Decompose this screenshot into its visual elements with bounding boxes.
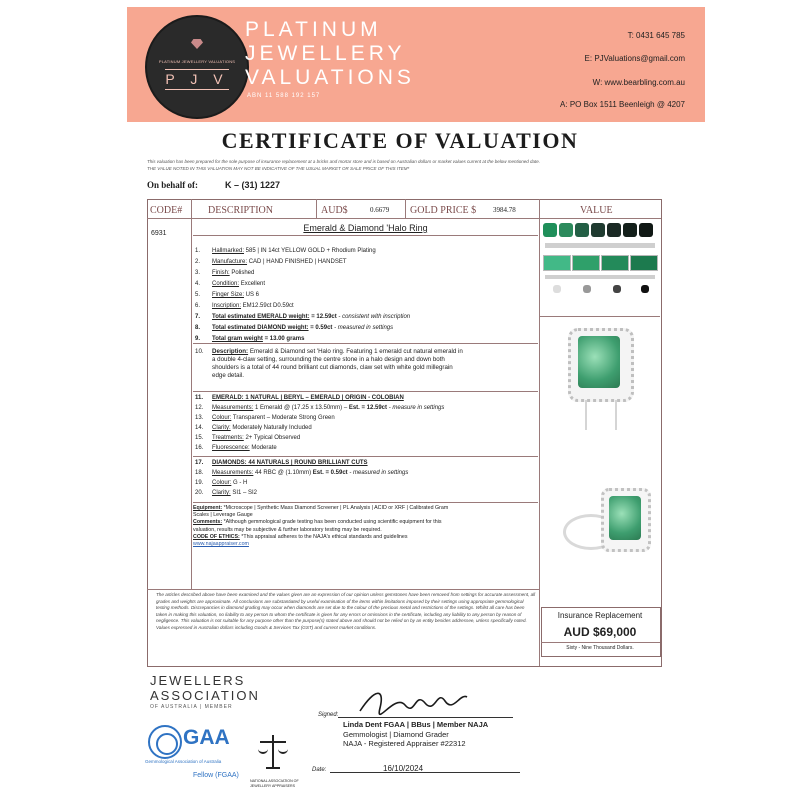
spec-item: 16. Fluorescence: Moderate bbox=[195, 445, 277, 451]
spec-item: 8. Total estimated DIAMOND weight: = 0.59ct - measured in settings bbox=[195, 325, 394, 331]
contact-email[interactable]: E: PJValuations@gmail.com bbox=[584, 54, 685, 63]
spec-item: 5. Finger Size: US 6 bbox=[195, 292, 260, 298]
spec-item: 18. Measurements: 44 RBC @ (1.10mm) Est. = 0.59ct - measured in settings bbox=[195, 470, 409, 476]
table-column-divider bbox=[316, 199, 317, 218]
insurance-label: Insurance Replacement bbox=[557, 611, 643, 620]
emerald-chip bbox=[543, 255, 571, 271]
spec-item: 15. Treatments: 2+ Typical Observed bbox=[195, 435, 301, 441]
equipment-block bbox=[193, 505, 538, 548]
globe-icon bbox=[148, 725, 182, 759]
contact-web[interactable]: W: www.bearbling.com.au bbox=[592, 78, 685, 87]
naja-link[interactable]: www.najaappraiser.com bbox=[193, 541, 249, 548]
table-column-divider bbox=[539, 199, 540, 666]
colour-swatch bbox=[575, 223, 589, 237]
equipment-line: Equipment: *Microscope | Synthetic Mass Diamond Screener | PL Analysis | ACID or XRF | Calibrated Gram bbox=[193, 505, 449, 511]
spec-item: 17. DIAMONDS: 44 NATURALS | ROUND BRILLIANT CUTS bbox=[195, 460, 368, 466]
spec-item: 4. Condition: Excellent bbox=[195, 281, 266, 287]
header-description: DESCRIPTION bbox=[208, 205, 274, 216]
naja-logo-line-2: JEWELLERY APPRAISERS bbox=[250, 784, 296, 788]
table-column-divider bbox=[191, 199, 192, 589]
section-divider bbox=[193, 391, 538, 392]
logo-divider bbox=[165, 69, 229, 70]
spec-item: 2. Manufacture: CAD | HAND FINISHED | HANDSET bbox=[195, 259, 347, 265]
equipment-line: Scales | Leverage Gauge bbox=[193, 512, 253, 519]
disclaimer-line-2: THE VALUE NOTED IN THIS VALUATION MAY NOT BE INDICATIVE OF THE USUAL MARKET OR SALE PRICE OF THIS ITEM* bbox=[147, 166, 410, 171]
contact-address: A: PO Box 1511 Beenleigh @ 4207 bbox=[560, 100, 685, 109]
ring-title: Emerald & Diamond 'Halo Ring bbox=[303, 223, 428, 233]
header-value: VALUE bbox=[580, 205, 613, 216]
appraiser-name: Linda Dent FGAA | BBus | Member NAJA bbox=[343, 720, 489, 729]
spec-item: 9. Total gram weight = 13.00 grams bbox=[195, 336, 305, 342]
emerald-chip bbox=[601, 255, 629, 271]
spec-item: 3. Finish: Polished bbox=[195, 270, 255, 276]
spec-item: 6. Inscription: EM12.59ct D0.59ct bbox=[195, 303, 294, 309]
spec-item: 20. Clarity: SI1 – SI2 bbox=[195, 490, 258, 496]
emerald-stone bbox=[578, 336, 620, 388]
title-underline bbox=[193, 235, 538, 236]
colour-swatch bbox=[639, 223, 653, 237]
on-behalf-label: On behalf of: bbox=[147, 180, 199, 190]
ethics-line: CODE OF ETHICS: *This appraisal adheres to the NAJA's ethical standards and guidelines bbox=[193, 533, 408, 540]
spec-item: 11. EMERALD: 1 NATURAL | BERYL – EMERALD | ORIGIN - COLOBIAN bbox=[195, 395, 404, 401]
colour-grade-chart bbox=[541, 219, 659, 314]
emerald-chip bbox=[572, 255, 600, 271]
grade-scale-bar bbox=[545, 243, 655, 248]
header-gold-price: GOLD PRICE $ bbox=[410, 205, 477, 216]
certificate-title: CERTIFICATE OF VALUATION bbox=[221, 128, 579, 153]
comments-line: valuation, results may be subjective & further laboratory testing may be required. bbox=[193, 526, 382, 533]
item-code: 6931 bbox=[151, 230, 167, 237]
date-label: Date: bbox=[312, 767, 327, 773]
spec-list bbox=[195, 248, 535, 343]
spec-item: 7. Total estimated EMERALD weight: = 12.59ct - consistent with inscription bbox=[195, 314, 411, 320]
abn-number: ABN 11 588 192 157 bbox=[247, 93, 321, 99]
signed-label: Signed: bbox=[318, 712, 339, 718]
appraiser-role: Gemmologist | Diamond Grader bbox=[343, 729, 449, 739]
section-divider bbox=[193, 502, 538, 503]
clarity-swatch bbox=[613, 285, 621, 293]
date-line bbox=[330, 772, 520, 773]
grade-scale-bar bbox=[545, 275, 655, 279]
emerald-chip bbox=[630, 255, 658, 271]
clarity-swatch bbox=[641, 285, 649, 293]
company-logo bbox=[145, 15, 249, 119]
emerald-stone bbox=[609, 496, 641, 540]
spec-item: 14. Clarity: Moderately Naturally Included bbox=[195, 425, 312, 431]
insurance-divider bbox=[541, 642, 660, 643]
clarity-swatch bbox=[553, 285, 561, 293]
gaa-subtitle: Gemmological Association of Australia bbox=[145, 759, 222, 764]
header-aud: AUD$ bbox=[321, 205, 348, 216]
insurance-value-words: Sixty - Nine Thousand Dollars. bbox=[566, 645, 634, 651]
on-behalf-value: K – (31) 1227 bbox=[225, 180, 281, 190]
gold-price-value: 3984.78 bbox=[493, 206, 516, 214]
logo-divider bbox=[165, 89, 229, 90]
colour-swatch bbox=[543, 223, 557, 237]
logo-small-text: PLATINUM JEWELLERY VALUATIONS bbox=[158, 59, 236, 64]
colour-swatch bbox=[559, 223, 573, 237]
signature-line bbox=[338, 717, 513, 718]
appraiser-details bbox=[343, 720, 488, 749]
aud-rate: 0.6679 bbox=[370, 206, 390, 214]
ring-photo-side bbox=[563, 484, 653, 564]
clarity-swatch bbox=[583, 285, 591, 293]
colour-swatch bbox=[607, 223, 621, 237]
association-line-3: OF AUSTRALIA | MEMBER bbox=[150, 704, 233, 710]
naja-logo-line-1: NATIONAL ASSOCIATION OF bbox=[250, 779, 299, 783]
spec-item: 12. Measurements: 1 Emerald @ (17.25 x 13.50mm) – Est. = 12.59ct - measure in settings bbox=[195, 405, 445, 411]
association-line-1: JEWELLERS bbox=[150, 673, 246, 688]
brand-line-1: PLATINUM bbox=[245, 18, 382, 41]
contact-phone: T: 0431 645 785 bbox=[627, 31, 685, 40]
disclaimer-line-1: This valuation has been prepared for the sole purpose of insurance replacement at a bricks and mortar store and is based on Australian dollars or market values current at the below mentioned date. bbox=[147, 159, 541, 164]
diamond-section bbox=[195, 460, 535, 497]
fellow-label: Fellow (FGAA) bbox=[193, 772, 239, 779]
emerald-section bbox=[195, 395, 535, 452]
section-divider bbox=[193, 343, 538, 344]
brand-line-2: JEWELLERY bbox=[245, 42, 406, 65]
date-value: 16/10/2024 bbox=[383, 764, 424, 773]
description-line: a double 4-claw setting, surrounding the centre stone in a halo design and down both bbox=[212, 356, 445, 363]
insurance-value: AUD $69,000 bbox=[563, 625, 637, 639]
description-block bbox=[195, 348, 535, 380]
table-column-divider bbox=[405, 199, 406, 218]
value-column-divider bbox=[539, 316, 660, 317]
description-line: edge detail. bbox=[212, 372, 244, 379]
spec-item: 19. Colour: G - H bbox=[195, 480, 248, 486]
colour-swatch bbox=[591, 223, 605, 237]
gem-icon bbox=[191, 39, 203, 49]
table-footer-divider bbox=[147, 589, 539, 590]
spec-item: 13. Colour: Transparent – Moderate Strong Green bbox=[195, 415, 335, 421]
colour-swatch bbox=[623, 223, 637, 237]
brand-line-3: VALUATIONS bbox=[245, 66, 415, 89]
description-line: shoulders is a total of 44 round brilliant cut diamonds, claw set with white gold millegrain bbox=[212, 364, 453, 371]
section-divider bbox=[193, 456, 538, 457]
legal-notice: The articles described above have been examined and the values given are an expression of our opinion unless gemstones have been removed from settings for accurate assessment, all grades and weights are approximate. All conclusions are substantiated by useful examination of the items within limitations imposed by their settings using appropriate gemmological testing methods. Discrepancies in diamond grading may occur when diamonds are set due to the colour of the precious metal and restrictions of the settings. Whilst all care has been taken in making this valuation, no liability to any person to whom the certificate is given for any errors or omissions in the certificate, including any liability to any person by reason of negligence. This valuation is not suitable for any purpose other than the purpose(s) stated above and should not be relied on by an entity besides addressee, unless specifically noted. Values expressed in Australian dollars including Goods & Services Tax (GST) and current market conditions. bbox=[156, 592, 536, 630]
description-line: 10. Description: Emerald & Diamond set 'Halo ring. Featuring 1 emerald cut natural emerald in bbox=[195, 348, 463, 355]
association-line-2: ASSOCIATION bbox=[150, 688, 260, 703]
appraiser-registration: NAJA - Registered Appraiser #22312 bbox=[343, 739, 466, 748]
comments-line: Comments: *Although gemmological grade testing has been conducted using scientific equipment for this bbox=[193, 519, 442, 526]
ring-shank bbox=[585, 400, 617, 430]
signature-image bbox=[355, 683, 475, 717]
ring-photo-front bbox=[566, 326, 632, 400]
gaa-logo-text: GAA bbox=[183, 726, 230, 749]
scales-icon bbox=[258, 733, 288, 771]
logo-initials: P J V bbox=[165, 71, 229, 87]
header-code: CODE# bbox=[150, 205, 183, 216]
spec-item: 1. Hallmarked: 585 | IN 14ct YELLOW GOLD + Rhodium Plating bbox=[195, 248, 376, 254]
